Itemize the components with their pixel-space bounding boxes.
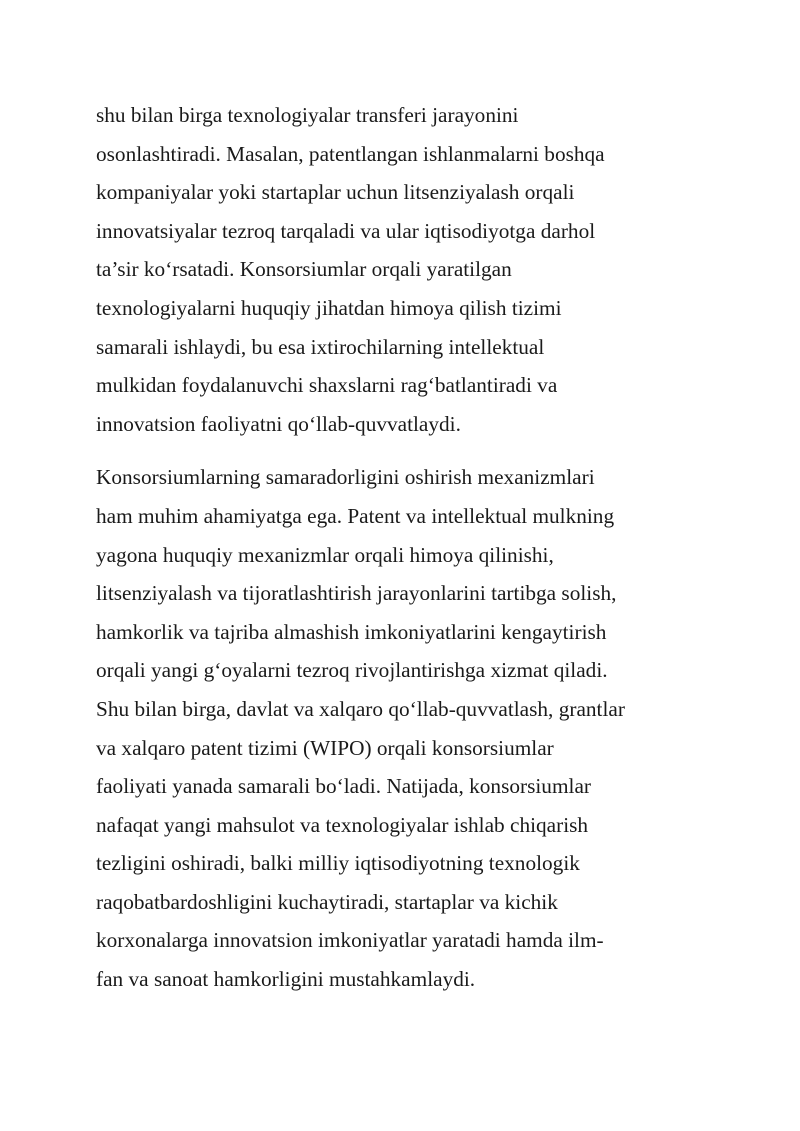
text-line: tezligini oshiradi, balki milliy iqtisodiyotning texnologik: [96, 851, 580, 876]
text-line: ham muhim ahamiyatga ega. Patent va intellektual mulkning: [96, 503, 615, 528]
text-line: texnologiyalarni huquqiy jihatdan himoya qilish tizimi: [96, 295, 562, 320]
text-line: faoliyati yanada samarali bo‘ladi. Natijada, konsorsiumlar: [96, 774, 591, 799]
text-line: samarali ishlaydi, bu esa ixtirochilarning intellektual: [96, 334, 545, 359]
text-line: Konsorsiumlarning samaradorligini oshirish mexanizmlari: [96, 465, 595, 490]
text-line: fan va sanoat hamkorligini mustahkamlaydi.: [96, 967, 476, 992]
text-line: mulkidan foydalanuvchi shaxslarni rag‘batlantiradi va: [96, 373, 558, 398]
paragraph-1: [96, 96, 706, 443]
paragraph-2: [96, 458, 706, 998]
text-line: nafaqat yangi mahsulot va texnologiyalar ishlab chiqarish: [96, 812, 589, 837]
text-line: kompaniyalar yoki startaplar uchun litsenziyalash orqali: [96, 180, 575, 205]
text-line: osonlashtiradi. Masalan, patentlangan ishlanmalarni boshqa: [96, 141, 605, 166]
document-body: [96, 96, 706, 999]
text-line: innovatsion faoliyatni qo‘llab-quvvatlaydi.: [96, 411, 461, 436]
text-line: yagona huquqiy mexanizmlar orqali himoya qilinishi,: [96, 542, 554, 567]
text-line: ta’sir ko‘rsatadi. Konsorsiumlar orqali yaratilgan: [96, 257, 512, 282]
text-line: va xalqaro patent tizimi (WIPO) orqali konsorsiumlar: [96, 735, 554, 760]
text-line: raqobatbardoshligini kuchaytiradi, startaplar va kichik: [96, 889, 558, 914]
text-line: innovatsiyalar tezroq tarqaladi va ular iqtisodiyotga darhol: [96, 218, 596, 243]
text-line: korxonalarga innovatsion imkoniyatlar yaratadi hamda ilm-: [96, 928, 604, 953]
text-line: Shu bilan birga, davlat va xalqaro qo‘llab-quvvatlash, grantlar: [96, 696, 625, 721]
text-line: shu bilan birga texnologiyalar transferi jarayonini: [96, 103, 519, 127]
text-line: orqali yangi g‘oyalarni tezroq rivojlantirishga xizmat qiladi.: [96, 658, 608, 683]
text-line: litsenziyalash va tijoratlashtirish jarayonlarini tartibga solish,: [96, 581, 617, 606]
text-line: hamkorlik va tajriba almashish imkoniyatlarini kengaytirish: [96, 619, 607, 644]
